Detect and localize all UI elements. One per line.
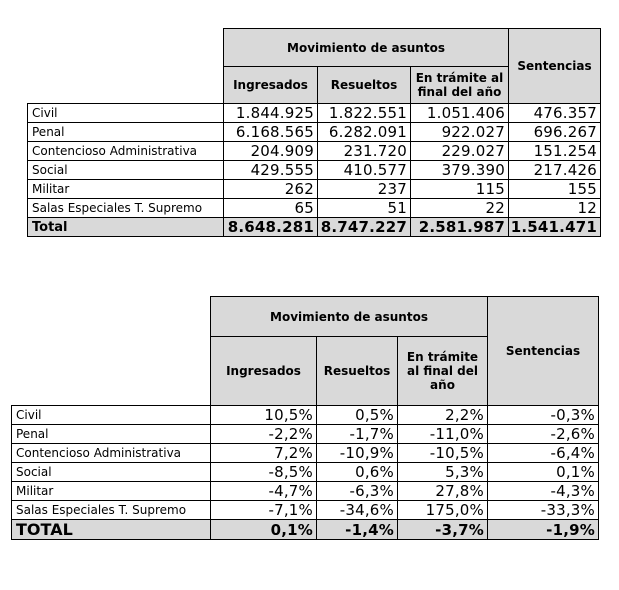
cell-value: -1,7% (317, 425, 398, 444)
cell-value: 204.909 (224, 142, 318, 161)
cell-value: -6,4% (488, 444, 599, 463)
total-value: -3,7% (398, 520, 488, 540)
cell-value: -6,3% (317, 482, 398, 501)
cell-value: -34,6% (317, 501, 398, 520)
row-label: Social (12, 463, 211, 482)
column-header-en-tramite: En trámite al final del año (398, 337, 488, 406)
absolute-figures-table (27, 28, 601, 237)
column-header-resueltos: Resueltos (317, 337, 398, 406)
cell-value: 476.357 (509, 104, 601, 123)
cell-value: 237 (318, 180, 411, 199)
table-row (12, 501, 599, 520)
cell-value: -11,0% (398, 425, 488, 444)
row-label: Militar (28, 180, 224, 199)
cell-value: -4,7% (211, 482, 317, 501)
cell-value: -0,3% (488, 406, 599, 425)
cell-value: 429.555 (224, 161, 318, 180)
column-header-ingresados: Ingresados (224, 67, 318, 104)
column-header-sentencias: Sentencias (509, 29, 601, 104)
total-value: 8.747.227 (318, 218, 411, 237)
table-row (28, 142, 601, 161)
cell-value: 6.282.091 (318, 123, 411, 142)
group-header: Movimiento de asuntos (211, 297, 488, 337)
row-label: Civil (12, 406, 211, 425)
table-row (28, 161, 601, 180)
cell-value: -2,6% (488, 425, 599, 444)
column-header-en-tramite: En trámite al final del año (411, 67, 509, 104)
total-value: 8.648.281 (224, 218, 318, 237)
cell-value: 7,2% (211, 444, 317, 463)
cell-value: 5,3% (398, 463, 488, 482)
table-row (12, 463, 599, 482)
cell-value: -10,5% (398, 444, 488, 463)
corner-blank (12, 297, 211, 337)
cell-value: 217.426 (509, 161, 601, 180)
corner-blank (28, 29, 224, 67)
cell-value: 115 (411, 180, 509, 199)
total-label: Total (28, 218, 224, 237)
cell-value: -4,3% (488, 482, 599, 501)
cell-value: -8,5% (211, 463, 317, 482)
cell-value: -33,3% (488, 501, 599, 520)
cell-value: -7,1% (211, 501, 317, 520)
cell-value: 0,1% (488, 463, 599, 482)
total-row (12, 520, 599, 540)
corner-blank (12, 337, 211, 406)
table-row (28, 180, 601, 199)
table-row (28, 199, 601, 218)
cell-value: 1.844.925 (224, 104, 318, 123)
cell-value: 410.577 (318, 161, 411, 180)
cell-value: 1.051.406 (411, 104, 509, 123)
corner-blank (28, 67, 224, 104)
cell-value: 229.027 (411, 142, 509, 161)
cell-value: 0,5% (317, 406, 398, 425)
cell-value: 51 (318, 199, 411, 218)
total-row (28, 218, 601, 237)
cell-value: 151.254 (509, 142, 601, 161)
table-row (28, 123, 601, 142)
row-label: Salas Especiales T. Supremo (12, 501, 211, 520)
cell-value: 65 (224, 199, 318, 218)
cell-value: 231.720 (318, 142, 411, 161)
column-header-resueltos: Resueltos (318, 67, 411, 104)
cell-value: 379.390 (411, 161, 509, 180)
cell-value: -2,2% (211, 425, 317, 444)
cell-value: 922.027 (411, 123, 509, 142)
group-header: Movimiento de asuntos (224, 29, 509, 67)
cell-value: 175,0% (398, 501, 488, 520)
cell-value: 27,8% (398, 482, 488, 501)
column-header-sentencias: Sentencias (488, 297, 599, 406)
row-label: Salas Especiales T. Supremo (28, 199, 224, 218)
table-row (12, 444, 599, 463)
cell-value: 22 (411, 199, 509, 218)
table-row (12, 406, 599, 425)
row-label: Militar (12, 482, 211, 501)
row-label: Penal (12, 425, 211, 444)
cell-value: 155 (509, 180, 601, 199)
cell-value: -10,9% (317, 444, 398, 463)
row-label: Social (28, 161, 224, 180)
cell-value: 10,5% (211, 406, 317, 425)
table-row (12, 425, 599, 444)
total-value: 0,1% (211, 520, 317, 540)
column-header-ingresados: Ingresados (211, 337, 317, 406)
cell-value: 0,6% (317, 463, 398, 482)
total-value: 1.541.471 (509, 218, 601, 237)
row-label: Contencioso Administrativa (12, 444, 211, 463)
row-label: Civil (28, 104, 224, 123)
table-row (12, 482, 599, 501)
total-value: -1,9% (488, 520, 599, 540)
cell-value: 262 (224, 180, 318, 199)
cell-value: 696.267 (509, 123, 601, 142)
row-label: Contencioso Administrativa (28, 142, 224, 161)
row-label: Penal (28, 123, 224, 142)
variation-table (11, 296, 599, 540)
cell-value: 6.168.565 (224, 123, 318, 142)
total-value: 2.581.987 (411, 218, 509, 237)
total-label: TOTAL (12, 520, 211, 540)
cell-value: 12 (509, 199, 601, 218)
cell-value: 2,2% (398, 406, 488, 425)
table-row (28, 104, 601, 123)
total-value: -1,4% (317, 520, 398, 540)
cell-value: 1.822.551 (318, 104, 411, 123)
